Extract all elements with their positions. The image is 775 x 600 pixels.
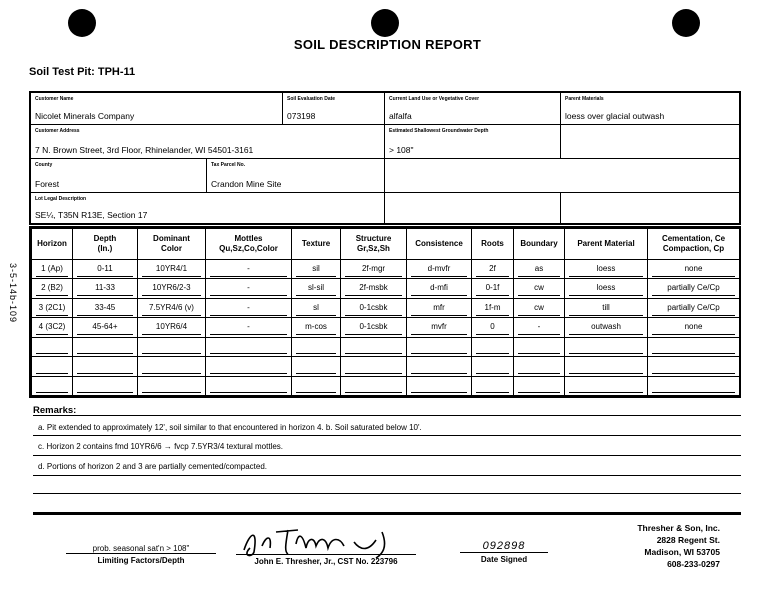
horizon-table (29, 226, 741, 398)
groundwater-label: Estimated Shallowest Groundwater Depth (389, 128, 489, 134)
soil-test-pit: Soil Test Pit: TPH-11 (29, 66, 136, 78)
blank-cell-right-4 (561, 193, 739, 223)
cell-value (345, 359, 402, 374)
header-info-block (29, 91, 741, 225)
table-cell (341, 376, 407, 395)
cell-value (518, 339, 560, 354)
cell-value: mvfr (411, 320, 467, 335)
cell-value (142, 359, 201, 374)
table-cell (341, 337, 407, 356)
cell-value: 0-1f (476, 281, 509, 296)
table-row (32, 357, 740, 376)
land-use-cell (385, 93, 561, 125)
cell-value: cw (518, 301, 560, 316)
table-cell (472, 298, 514, 317)
cell-value: 10YR6/4 (142, 320, 201, 335)
legal-description-label: Lot Legal Description (35, 196, 87, 202)
table-row (32, 298, 740, 317)
table-cell (341, 318, 407, 337)
cell-value (411, 359, 467, 374)
table-cell (648, 318, 740, 337)
table-cell (514, 298, 565, 317)
cell-value: - (210, 301, 287, 316)
cell-value: 45-64+ (77, 320, 133, 335)
table-cell (341, 357, 407, 376)
table-cell (648, 337, 740, 356)
column-header: Cementation, Ce Compaction, Cp (648, 229, 740, 260)
cell-value: m-cos (296, 320, 336, 335)
table-cell (206, 279, 292, 298)
table-cell (292, 376, 341, 395)
table-header-row (32, 229, 740, 260)
cell-value (36, 339, 68, 354)
table-cell (648, 279, 740, 298)
table-cell (407, 279, 472, 298)
cell-value (476, 339, 509, 354)
cell-value (345, 339, 402, 354)
table-cell (565, 337, 648, 356)
customer-name-value: Nicolet Minerals Company (35, 111, 135, 121)
cell-value: 11-33 (77, 281, 133, 296)
cell-value (210, 378, 287, 393)
table-row (32, 279, 740, 298)
cell-value (296, 378, 336, 393)
column-header: Roots (472, 229, 514, 260)
table-cell (32, 376, 73, 395)
cell-value: 1f-m (476, 301, 509, 316)
cell-value: - (210, 320, 287, 335)
blank-cell-mid-4 (385, 193, 561, 223)
page-title: SOIL DESCRIPTION REPORT (293, 37, 482, 52)
table-cell (292, 279, 341, 298)
cell-value: loess (569, 281, 643, 296)
eval-date-cell (283, 93, 385, 125)
eval-date-value: 073198 (287, 111, 316, 121)
column-header: Horizon (32, 229, 73, 260)
table-cell (73, 318, 138, 337)
table-cell (565, 376, 648, 395)
cell-value: outwash (569, 320, 643, 335)
customer-address-value: 7 N. Brown Street, 3rd Floor, Rhinelander, WI 54501-3161 (35, 145, 254, 155)
date-signed-label: Date Signed (480, 555, 528, 564)
customer-address-label: Customer Address (35, 128, 80, 134)
legal-description-value: SE¼, T35N R13E, Section 17 (35, 210, 148, 220)
cell-value: as (518, 262, 560, 277)
table-cell (292, 260, 341, 279)
column-header: Consistence (407, 229, 472, 260)
cell-value (77, 339, 133, 354)
table-cell (472, 318, 514, 337)
cell-value (518, 378, 560, 393)
parent-materials-cell (561, 93, 739, 125)
table-cell (206, 298, 292, 317)
table-cell (407, 376, 472, 395)
column-header: Parent Material (565, 229, 648, 260)
cell-value (210, 339, 287, 354)
signer-name: John E. Thresher, Jr., CST No. 223796 (254, 557, 398, 566)
table-cell (32, 298, 73, 317)
table-cell (472, 357, 514, 376)
table-cell (292, 298, 341, 317)
company-name: Thresher & Son, Inc. (637, 523, 720, 533)
column-header: Dominant Color (138, 229, 206, 260)
customer-address-cell (31, 125, 385, 159)
cell-value (652, 378, 735, 393)
cell-value: - (210, 262, 287, 277)
table-cell (407, 357, 472, 376)
cell-value: none (652, 262, 735, 277)
cell-value: 2f (476, 262, 509, 277)
remarks-rule-6 (33, 512, 741, 515)
cell-value: none (652, 320, 735, 335)
cell-value (77, 359, 133, 374)
table-cell (138, 337, 206, 356)
cell-value: 10YR6/2-3 (142, 281, 201, 296)
cell-value: loess (569, 262, 643, 277)
customer-name-cell (31, 93, 283, 125)
cell-value (569, 378, 643, 393)
table-row (32, 318, 740, 337)
groundwater-value: > 108" (389, 145, 414, 155)
cell-value: sil (296, 262, 336, 277)
cell-value (569, 339, 643, 354)
remarks-rule-3 (33, 455, 741, 456)
cell-value: mfr (411, 301, 467, 316)
table-cell (138, 260, 206, 279)
table-cell (206, 337, 292, 356)
punch-hole-right (672, 9, 700, 37)
cell-value (36, 378, 68, 393)
table-cell (472, 337, 514, 356)
table-cell (32, 279, 73, 298)
column-header: Depth (In.) (73, 229, 138, 260)
cell-value: partially Ce/Cp (652, 281, 735, 296)
cell-value (210, 359, 287, 374)
table-cell (514, 376, 565, 395)
margin-note: 3-5-14b-109 (8, 263, 18, 324)
cell-value: 1 (Ap) (36, 262, 68, 277)
county-label: County (35, 162, 53, 168)
punch-hole-center (371, 9, 399, 37)
cell-value: 2f-mgr (345, 262, 402, 277)
cell-value: d-mfi (411, 281, 467, 296)
table-cell (73, 279, 138, 298)
remarks-rule-1 (33, 415, 741, 416)
column-header: Mottles Qu,Sz,Co,Color (206, 229, 292, 260)
cell-value (652, 339, 735, 354)
table-cell (648, 376, 740, 395)
table-cell (138, 318, 206, 337)
table-cell (32, 357, 73, 376)
table-cell (73, 357, 138, 376)
column-header: Structure Gr,Sz,Sh (341, 229, 407, 260)
cell-value: - (210, 281, 287, 296)
tax-parcel-value: Crandon Mine Site (211, 179, 282, 189)
table-cell (206, 357, 292, 376)
cell-value: 0-1csbk (345, 301, 402, 316)
date-signed-block (460, 540, 548, 564)
cell-value (77, 378, 133, 393)
groundwater-cell (385, 125, 561, 159)
table-cell (514, 337, 565, 356)
table-cell (32, 318, 73, 337)
cell-value: 0-1csbk (345, 320, 402, 335)
cell-value: 7.5YR4/6 (v) (142, 301, 201, 316)
cell-value: 10YR4/1 (142, 262, 201, 277)
table-cell (73, 298, 138, 317)
table-cell (341, 298, 407, 317)
cell-value: 4 (3C2) (36, 320, 68, 335)
legal-description-cell (31, 193, 385, 223)
cell-value (411, 339, 467, 354)
cell-value: 0 (476, 320, 509, 335)
table-cell (514, 279, 565, 298)
cell-value (296, 339, 336, 354)
table-cell (32, 260, 73, 279)
cell-value (518, 359, 560, 374)
table-cell (206, 318, 292, 337)
table-cell (73, 260, 138, 279)
table-cell (565, 318, 648, 337)
cell-value: 2 (B2) (36, 281, 68, 296)
table-cell (138, 298, 206, 317)
remarks-rule-5 (33, 493, 741, 494)
tax-parcel-label: Tax Parcel No. (211, 162, 246, 168)
cell-value (652, 359, 735, 374)
land-use-value: alfalfa (389, 111, 412, 121)
remarks-label: Remarks: (33, 405, 77, 416)
remark-c: c. Horizon 2 contains fmd 10YR6/6 → fvcp 7.5YR3/4 textural mottles. (38, 442, 283, 451)
table-cell (565, 357, 648, 376)
cell-value (411, 378, 467, 393)
table-cell (341, 260, 407, 279)
county-cell (31, 159, 207, 193)
table-cell (407, 337, 472, 356)
table-cell (648, 298, 740, 317)
company-street: 2828 Regent St. (656, 535, 720, 545)
cell-value (476, 378, 509, 393)
limiting-factors-label: Limiting Factors/Depth (97, 556, 185, 565)
cell-value: 2f-msbk (345, 281, 402, 296)
table-cell (514, 260, 565, 279)
eval-date-label: Soil Evaluation Date (287, 96, 336, 102)
cell-value (345, 378, 402, 393)
table-cell (292, 357, 341, 376)
table-cell (565, 279, 648, 298)
company-phone: 608-233-0297 (667, 559, 720, 569)
table-cell (514, 318, 565, 337)
remark-d: d. Portions of horizon 2 and 3 are partially cemented/compacted. (38, 462, 268, 471)
cell-value (142, 339, 201, 354)
table-cell (292, 318, 341, 337)
table-cell (407, 298, 472, 317)
cell-value (36, 359, 68, 374)
blank-cell-right-2 (561, 125, 739, 159)
cell-value: d-mvfr (411, 262, 467, 277)
table-cell (138, 376, 206, 395)
remarks-rule-4 (33, 475, 741, 476)
cell-value: 3 (2C1) (36, 301, 68, 316)
table-cell (472, 260, 514, 279)
parent-materials-value: loess over glacial outwash (565, 111, 665, 121)
remark-a: a. Pit extended to approximately 12', soil similar to that encountered in horizon 4. b. Soil saturated below 10'. (38, 423, 422, 432)
cell-value (476, 359, 509, 374)
table-cell (648, 357, 740, 376)
punch-hole-left (68, 9, 96, 37)
tax-parcel-cell (207, 159, 385, 193)
limiting-factors-block (66, 544, 216, 565)
table-cell (341, 279, 407, 298)
table-cell (138, 357, 206, 376)
signer-line (236, 554, 416, 566)
table-cell (648, 260, 740, 279)
table-cell (565, 298, 648, 317)
table-cell (138, 279, 206, 298)
county-value: Forest (35, 179, 60, 189)
table-cell (206, 260, 292, 279)
limiting-factors-value: prob. seasonal sat'n > 108" (66, 544, 216, 554)
cell-value (296, 359, 336, 374)
table-cell (32, 337, 73, 356)
cell-value: sl-sil (296, 281, 336, 296)
parent-materials-label: Parent Materials (565, 96, 604, 102)
cell-value: till (569, 301, 643, 316)
table-cell (73, 337, 138, 356)
cell-value (142, 378, 201, 393)
blank-cell-right-3 (385, 159, 739, 193)
table-cell (206, 376, 292, 395)
date-signed-value: 092898 (460, 540, 548, 553)
table-cell (565, 260, 648, 279)
column-header: Texture (292, 229, 341, 260)
remarks-rule-2 (33, 435, 741, 436)
cell-value: cw (518, 281, 560, 296)
land-use-label: Current Land Use or Vegetative Cover (389, 96, 480, 102)
company-address-block (600, 522, 720, 570)
cell-value: sl (296, 301, 336, 316)
customer-name-label: Customer Name (35, 96, 74, 102)
table-cell (472, 376, 514, 395)
cell-value: 0-11 (77, 262, 133, 277)
cell-value: - (518, 320, 560, 335)
table-cell (407, 318, 472, 337)
table-cell (514, 357, 565, 376)
table-row (32, 260, 740, 279)
table-cell (407, 260, 472, 279)
table-cell (292, 337, 341, 356)
cell-value (569, 359, 643, 374)
table-row (32, 376, 740, 395)
cell-value: 33-45 (77, 301, 133, 316)
table-cell (73, 376, 138, 395)
table-row (32, 337, 740, 356)
company-city: Madison, WI 53705 (644, 547, 720, 557)
column-header: Boundary (514, 229, 565, 260)
cell-value: partially Ce/Cp (652, 301, 735, 316)
table-cell (472, 279, 514, 298)
